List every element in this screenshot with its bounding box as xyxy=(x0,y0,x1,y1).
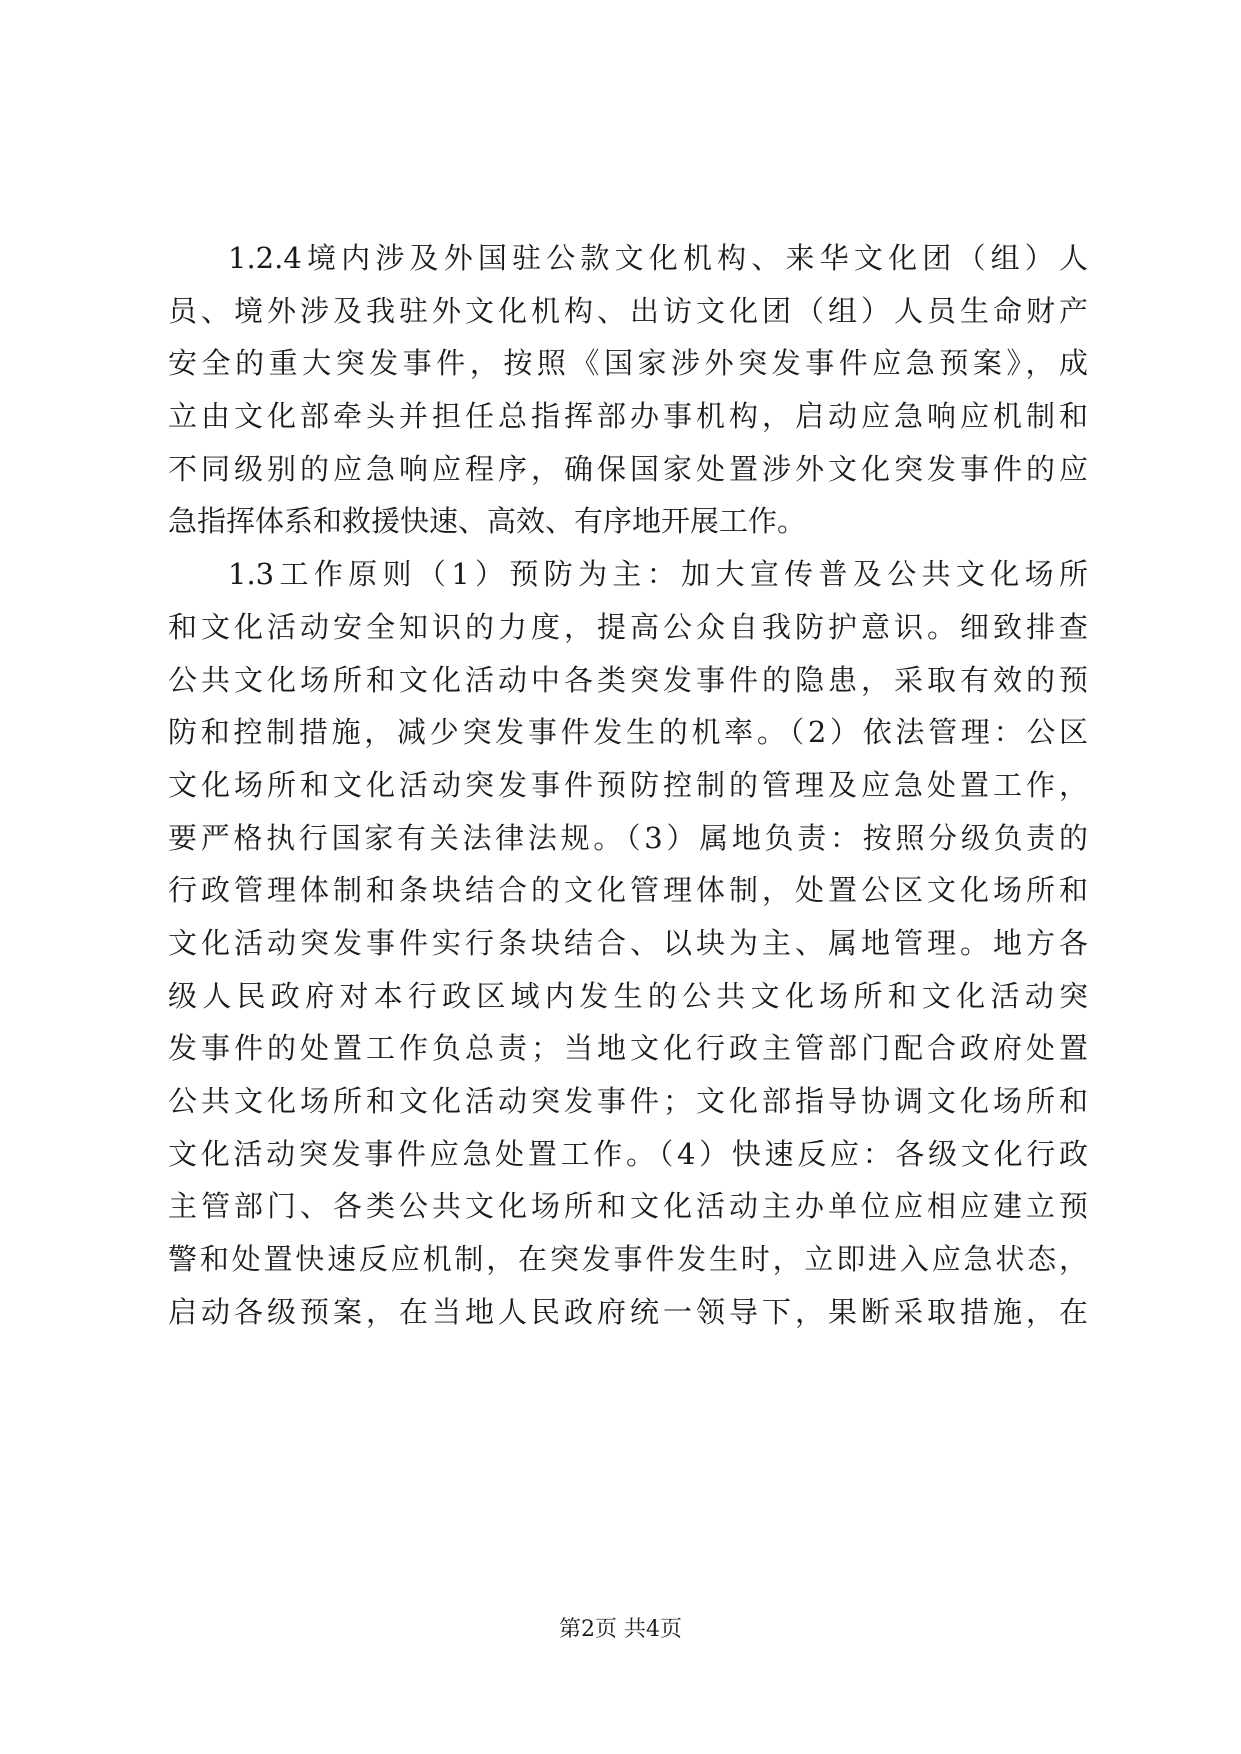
text-line: 文化活动突发事件应急处置工作。（4）快速反应：各级文化行政 xyxy=(168,1136,1088,1171)
text-line: 1.2.4境内涉及外国驻公款文化机构、来华文化团（组）人 xyxy=(228,241,1088,275)
page-footer: 第2页 共4页 xyxy=(559,1617,682,1642)
body-text xyxy=(168,232,1088,1338)
text-line: 不同级别的应急响应程序，确保国家处置涉外文化突发事件的应 xyxy=(168,451,1088,486)
text-line: 1.3工作原则（1）预防为主：加大宣传普及公共文化场所 xyxy=(228,557,1088,592)
text-line: 立由文化部牵头并担任总指挥部办事机构，启动应急响应机制和 xyxy=(168,399,1088,434)
text-line: 安全的重大突发事件，按照《国家涉外突发事件应急预案》，成 xyxy=(168,346,1088,381)
text-line: 防和控制措施，减少突发事件发生的机率。（2）依法管理：公区 xyxy=(168,715,1088,750)
text-line: 和文化活动安全知识的力度，提高公众自我防护意识。细致排查 xyxy=(168,609,1088,644)
text-line: 文化活动突发事件实行条块结合、以块为主、属地管理。地方各 xyxy=(168,925,1088,960)
text-line: 急指挥体系和救援快速、高效、有序地开展工作。 xyxy=(168,504,807,539)
text-line: 行政管理体制和条块结合的文化管理体制，处置公区文化场所和 xyxy=(168,873,1088,908)
text-line: 要严格执行国家有关法律法规。（3）属地负责：按照分级负责的 xyxy=(168,820,1088,855)
text-line: 文化场所和文化活动突发事件预防控制的管理及应急处置工作， xyxy=(168,767,1088,802)
text-line: 启动各级预案，在当地人民政府统一领导下，果断采取措施，在 xyxy=(168,1294,1088,1329)
text-line: 员、境外涉及我驻外文化机构、出访文化团（组）人员生命财产 xyxy=(168,293,1088,328)
text-line: 公共文化场所和文化活动中各类突发事件的隐患，采取有效的预 xyxy=(168,662,1088,697)
text-line: 发事件的处置工作负总责；当地文化行政主管部门配合政府处置 xyxy=(168,1031,1088,1066)
text-line: 主管部门、各类公共文化场所和文化活动主办单位应相应建立预 xyxy=(168,1189,1088,1224)
text-line: 级人民政府对本行政区域内发生的公共文化场所和文化活动突 xyxy=(168,978,1088,1013)
text-line: 公共文化场所和文化活动突发事件；文化部指导协调文化场所和 xyxy=(168,1084,1088,1118)
text-line: 警和处置快速反应机制，在突发事件发生时，立即进入应急状态， xyxy=(168,1242,1088,1277)
